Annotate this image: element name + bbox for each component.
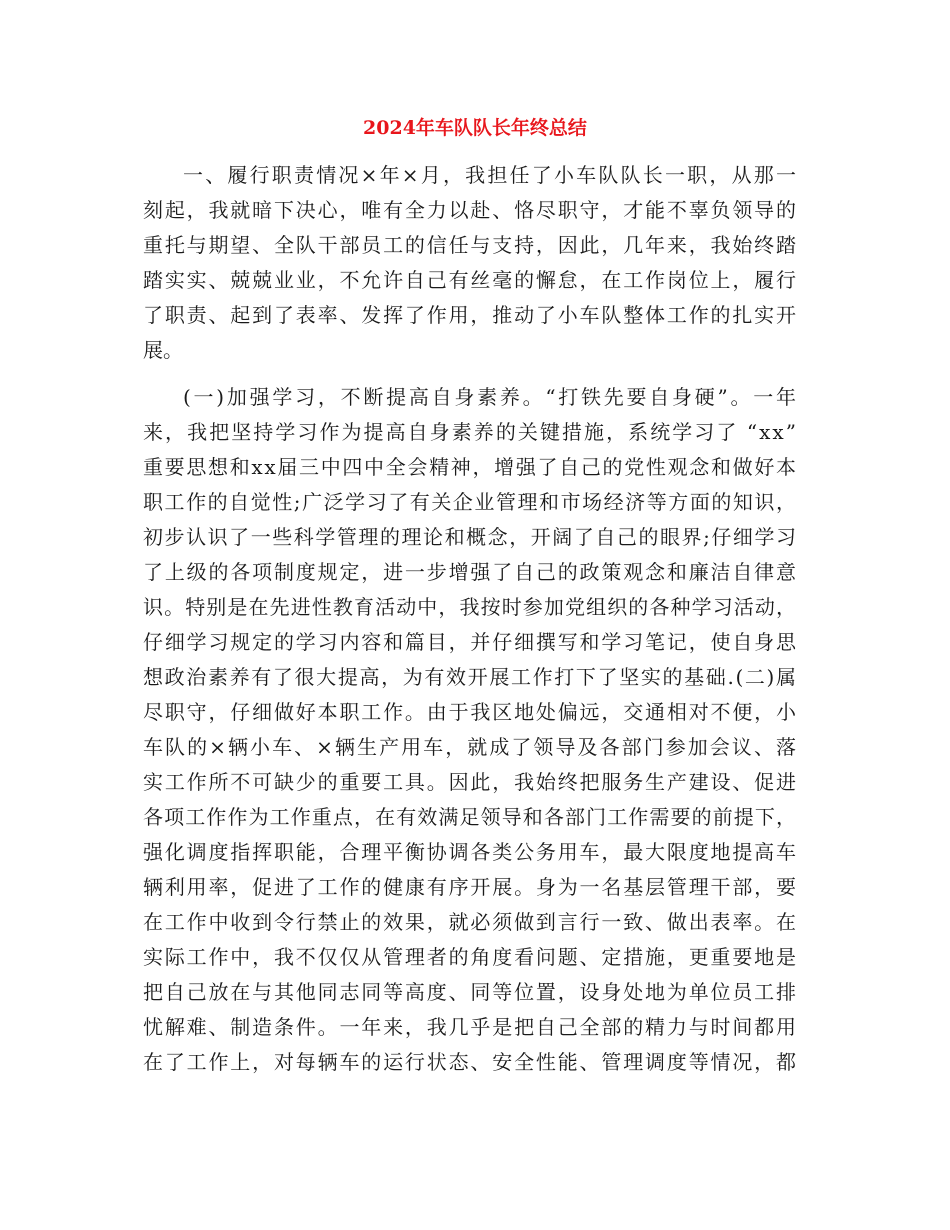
body-line-text: 重托与期望、全队干部员工的信任与支持，因此，几年来，我始终踏 [143, 233, 798, 257]
body-line-text: 在工作中收到令行禁止的效果，就必须做到言行一致、做出表率。在 [143, 910, 798, 934]
body-line-text: 想政治素养有了很大提高，为有效开展工作打下了坚实的基础.(二)属 [143, 665, 798, 689]
body-line-text: 仔细学习规定的学习内容和篇目，并仔细撰写和学习笔记，使自身思 [143, 630, 798, 654]
body-line-text: 各项工作作为工作重点，在有效满足领导和各部门工作需要的前提下， [143, 805, 798, 829]
body-line-text: 忧解难、制造条件。一年来，我几乎是把自己全部的精力与时间都用 [143, 1015, 798, 1039]
body-line-text: 在了工作上，对每辆车的运行状态、安全性能、管理调度等情况，都 [143, 1050, 798, 1074]
body-line-text: 一、履行职责情况×年×月，我担任了小车队队长一职，从那一 [183, 163, 799, 187]
body-line-text: 来，我把坚持学习作为提高自身素养的关键措施，系统学习了 “xx” [143, 420, 799, 444]
body-line-text: 把自己放在与其他同志同等高度、同等位置，设身处地为单位员工排 [143, 980, 798, 1004]
body-line-text: 了职责、起到了表率、发挥了作用，推动了小车队整体工作的扎实开 [143, 303, 798, 327]
body-line-text: 踏实实、兢兢业业，不允许自己有丝毫的懈怠，在工作岗位上，履行 [143, 268, 798, 292]
body-line-text: 尽职守，仔细做好本职工作。由于我区地处偏远，交通相对不便，小 [143, 700, 798, 724]
body-line-text: 展。 [143, 338, 183, 362]
body-line-text: 了上级的各项制度规定，进一步增强了自己的政策观念和廉洁自律意 [143, 560, 798, 584]
body-line-text: 车队的×辆小车、×辆生产用车，就成了领导及各部门参加会议、落 [143, 735, 799, 759]
body-line-text: 实工作所不可缺少的重要工具。因此，我始终把服务生产建设、促进 [143, 770, 798, 794]
body-line-text: 重要思想和xx届三中四中全会精神，增强了自己的党性观念和做好本 [143, 455, 798, 479]
body-line-text: 实际工作中，我不仅仅从管理者的角度看问题、定措施，更重要地是 [143, 945, 798, 969]
body-line-text: 初步认识了一些科学管理的理论和概念，开阔了自己的眼界;仔细学习 [143, 525, 798, 549]
body-line-text: 职工作的自觉性;广泛学习了有关企业管理和市场经济等方面的知识， [143, 490, 798, 514]
body-line-text: 刻起，我就暗下决心，唯有全力以赴、恪尽职守，才能不辜负领导的 [143, 198, 798, 222]
body-line-text: 识。特别是在先进性教育活动中，我按时参加党组织的各种学习活动， [143, 595, 798, 619]
body-line-text: 强化调度指挥职能，合理平衡协调各类公务用车，最大限度地提高车 [143, 840, 798, 864]
body-line-text: 辆利用率，促进了工作的健康有序开展。身为一名基层管理干部，要 [143, 875, 798, 899]
document-title: 2024年车队队长年终总结 [363, 117, 587, 139]
body-line-text: (一)加强学习，不断提高自身素养。“打铁先要自身硬”。一年 [183, 385, 799, 409]
